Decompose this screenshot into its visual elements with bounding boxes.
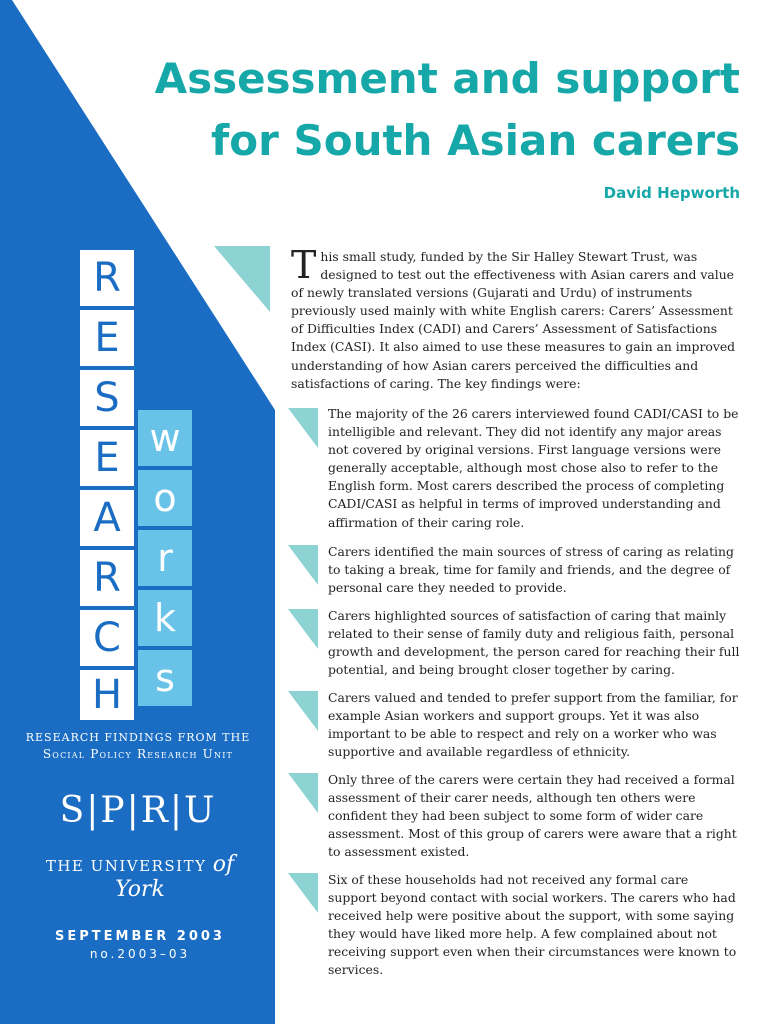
finding-item: Only three of the carers were certain they had received a formal assessment of their carer needs, although ten others were confident they had been subject to some form of wider care assessment. Most of this group of carers were aware that a right to assessment existed.	[328, 772, 737, 860]
research-letter: E	[80, 310, 134, 366]
publication-number: no.2003–03	[89, 947, 191, 961]
university-prefix: THE UNIVERSITY	[45, 857, 207, 875]
finding-item: Carers valued and tended to prefer support from the familiar, for example Asian workers and support groups. Yet it was also important to be able to respect and rely on a worker who was supportive and available regardless of ethnicity.	[328, 690, 738, 760]
research-letter: R	[80, 250, 134, 306]
university-suffix: of York	[115, 852, 235, 902]
research-letter: H	[80, 670, 134, 720]
works-letter: r	[138, 530, 192, 586]
findings-line1: RESEARCH FINDINGS FROM THE	[25, 731, 251, 744]
research-letter: A	[80, 490, 134, 546]
intro-wedge-icon	[214, 246, 270, 312]
bullet-wedge-icon	[288, 691, 318, 731]
bullet-wedge-icon	[288, 609, 318, 649]
research-letter: E	[80, 430, 134, 486]
finding-item: The majority of the 26 carers interviewed found CADI/CASI to be intelligible and relevant. They did not identify any major areas not covered by original versions. First language versions were generally acceptable, although most chose also to refer to the English form. Most carers described the process of completing CADI/CASI as helpful in terms of improved understanding and affirmation of their caring role.	[328, 406, 739, 530]
findings-line2: Social Policy Research Unit	[42, 747, 234, 761]
works-letter: s	[138, 650, 192, 706]
spru-logo: S|P|R|U	[59, 790, 217, 831]
publication-date: SEPTEMBER 2003	[55, 929, 225, 944]
author-name: David Hepworth	[603, 184, 740, 202]
intro-paragraph	[291, 243, 741, 393]
research-letter: C	[80, 610, 134, 666]
drop-cap: T	[291, 243, 317, 287]
works-letter: w	[138, 410, 192, 466]
intro-text: his small study, funded by the Sir Halley Stewart Trust, was designed to test out the effectiveness with Asian carers and value of newly translated versions (Gujarati and Urdu) of instruments previously used mainly with white English carers: Carers’ Assessment of Difficulties Index (CADI) and Carers’ Assessment of Satisfactions Index (CASI). It also aimed to use these measures to gain an improved understanding of how Asian carers perceived the difficulties and satisfactions of caring. The key findings were:	[291, 249, 736, 391]
bullet-wedge-icon	[288, 545, 318, 585]
finding-item: Six of these households had not received any formal care support beyond contact with social workers. The carers who had received help were positive about the support, with some saying they would have liked more help. A few complained about not receiving support even when their circumstances were known to services.	[328, 872, 737, 978]
works-letter: k	[138, 590, 192, 646]
finding-item: Carers identified the main sources of stress of caring as relating to taking a break, time for family and friends, and the degree of personal care they needed to provide.	[328, 544, 734, 596]
bullet-wedge-icon	[288, 773, 318, 813]
research-letter: R	[80, 550, 134, 606]
university-logo	[20, 852, 260, 902]
works-letter: o	[138, 470, 192, 526]
page-title: Assessment and support for South Asian carers	[154, 54, 740, 165]
bullet-wedge-icon	[288, 408, 318, 448]
finding-item: Carers highlighted sources of satisfaction of caring that mainly related to their sense of family duty and religious faith, personal growth and development, the person cared for reaching their full potential, and being brought closer together by caring.	[328, 608, 740, 678]
research-letter: S	[80, 370, 134, 426]
bullet-wedge-icon	[288, 873, 318, 913]
findings-label	[18, 730, 258, 762]
